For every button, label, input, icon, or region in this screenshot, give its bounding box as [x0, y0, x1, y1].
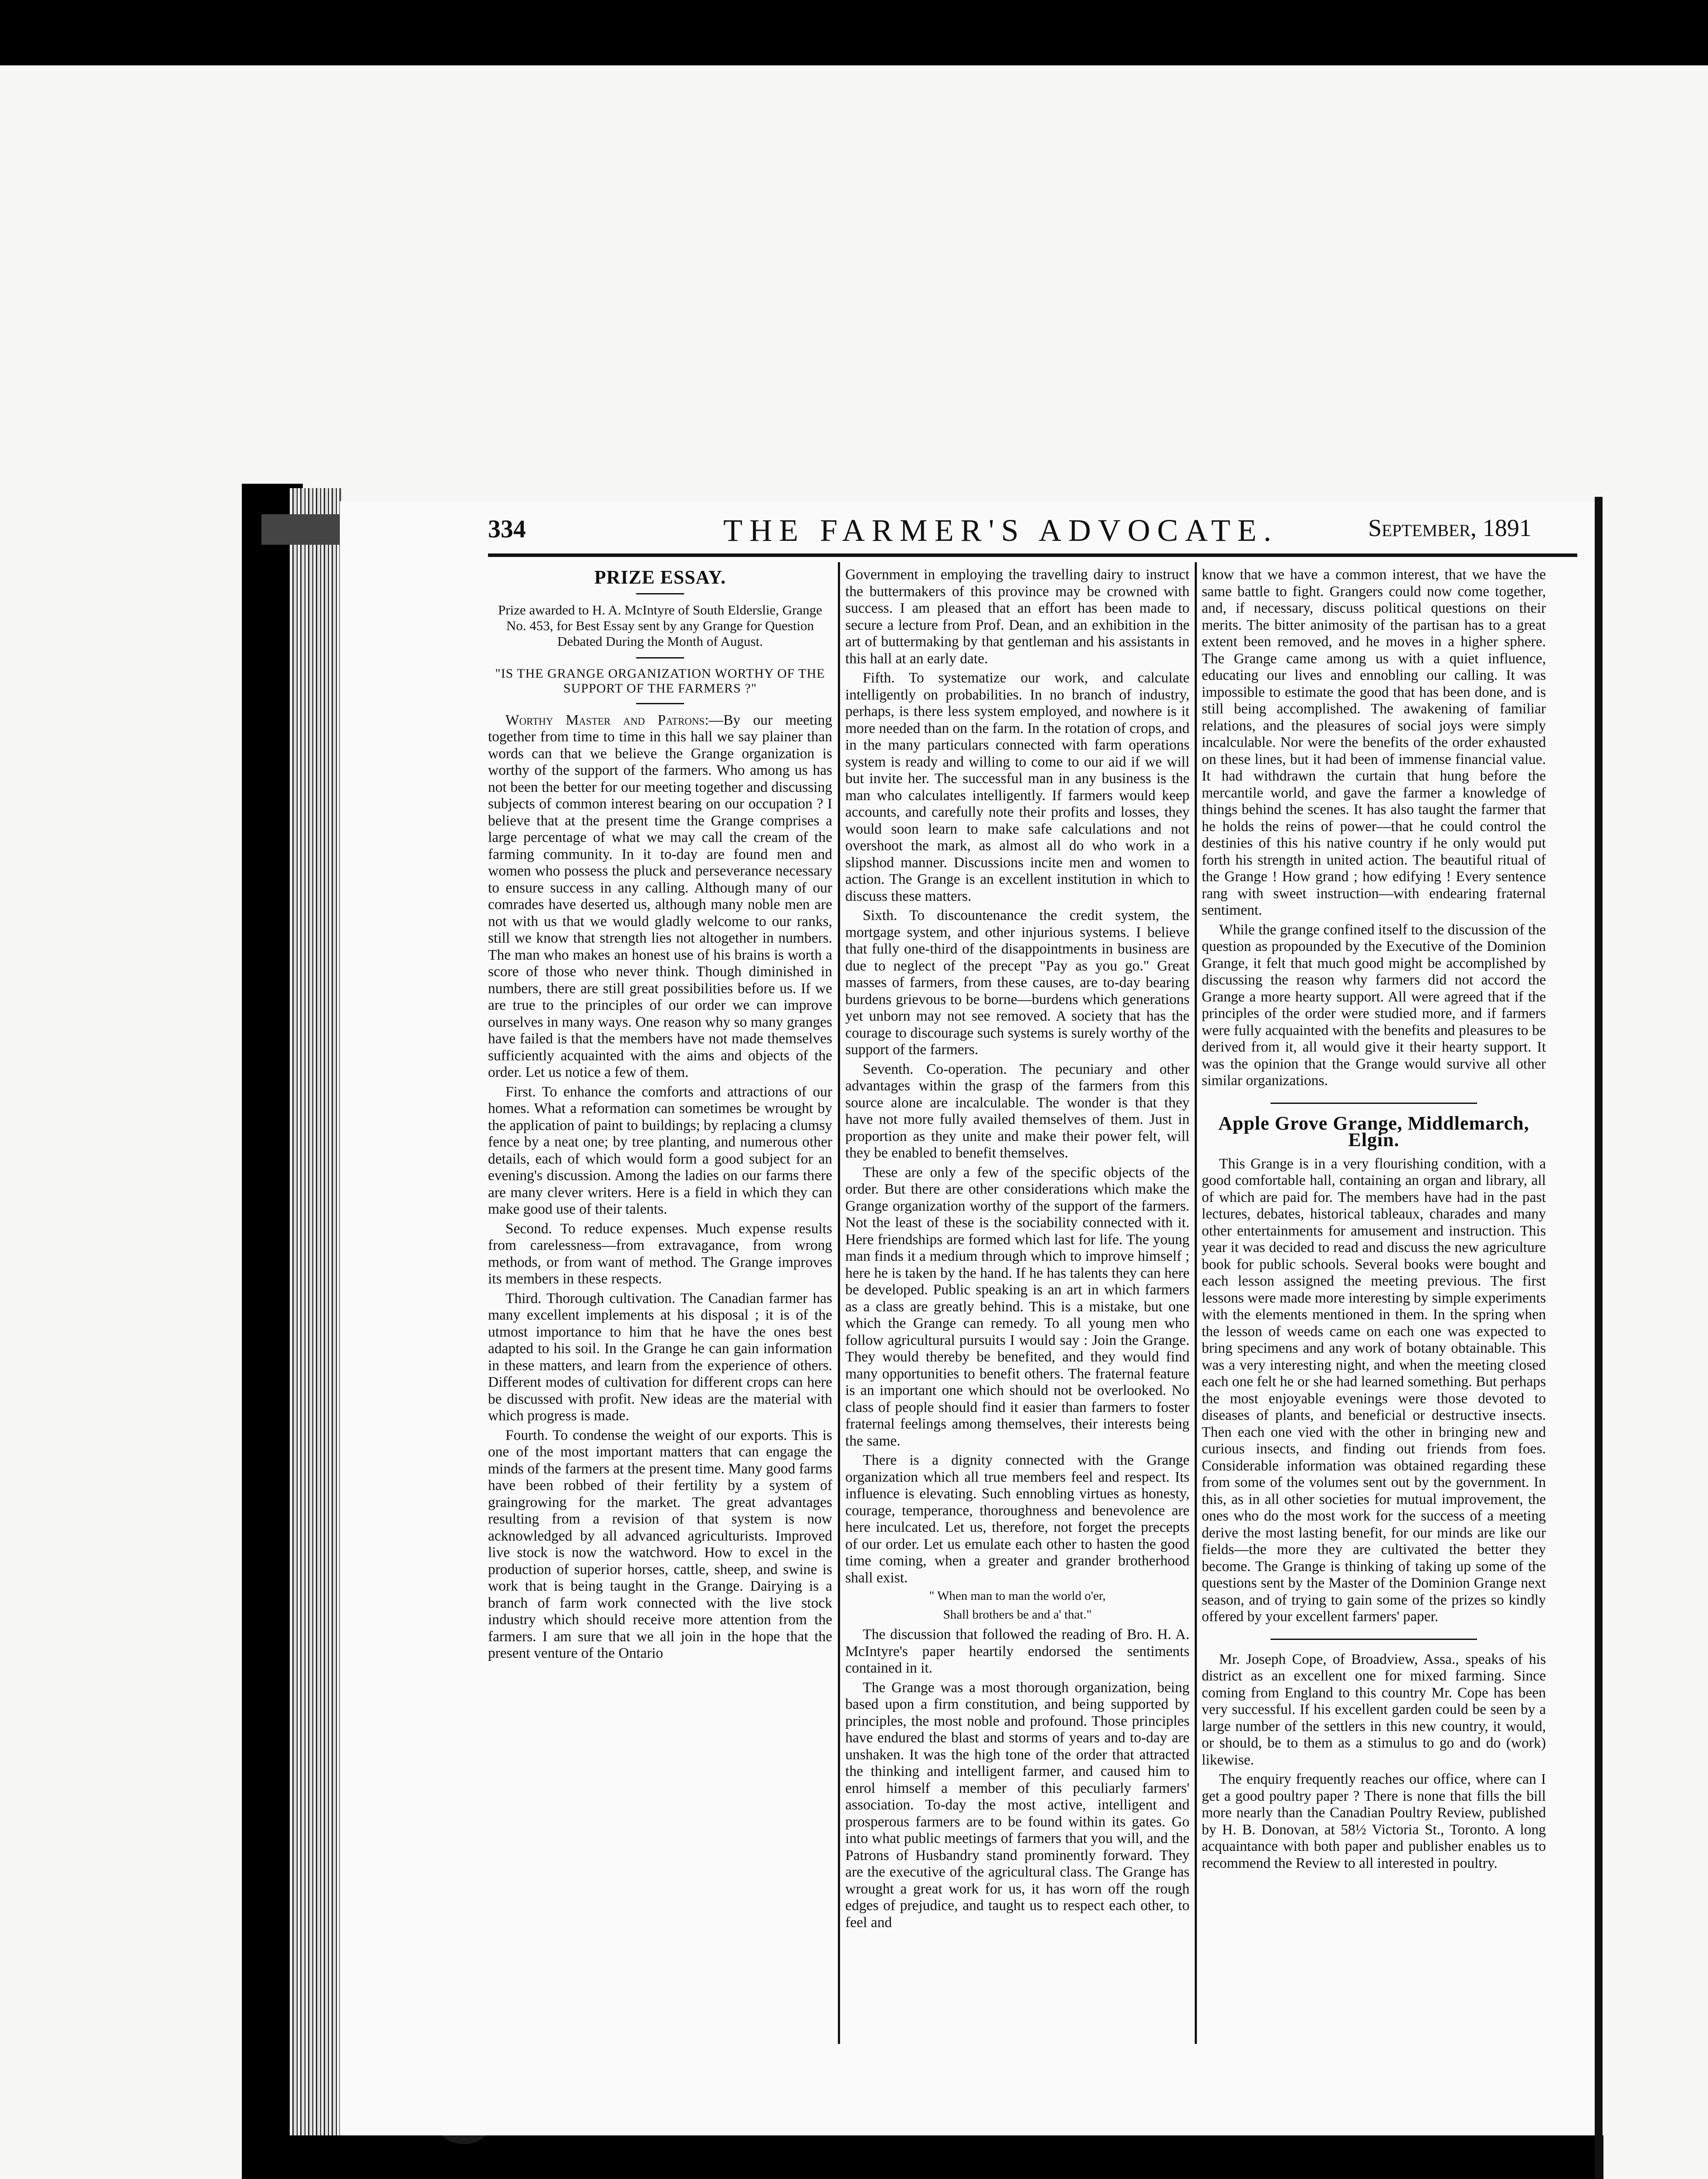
verse-line: Shall brothers be and a' that."	[943, 1608, 1092, 1622]
masthead-title: THE FARMER'S ADVOCATE.	[723, 513, 1278, 548]
subhead-rule	[636, 657, 684, 658]
article-paragraph: Mr. Joseph Cope, of Broadview, Assa., speaks of his district as an excellent one for mixed farming. Since coming from England to this country Mr. Cope has been very successful. If his excellent garden could be seen by a large number of the settlers in this new country, it would, or should, be to them as a stimulus to go and do (work) likewise.	[1202, 1651, 1546, 1768]
essay-paragraph: The discussion that followed the reading of Bro. H. A. McIntyre's paper heartily endorsed the sentiments contained in it.	[845, 1626, 1190, 1676]
verse-line: " When man to man the world o'er,	[929, 1589, 1106, 1603]
column-2	[845, 567, 1190, 1934]
column-3	[1202, 567, 1546, 1874]
column-1	[488, 567, 832, 1665]
column-rule-1	[838, 562, 840, 2044]
prize-essay-heading: PRIZE ESSAY.	[594, 567, 726, 588]
essay-paragraph: Government in employing the travelling dairy to instruct the buttermakers of this province may be crowned with success. I am pleased that an effort has been made to secure a lecture from Prof. Dean, and an exhibition in the art of buttermaking by that gentleman and his assistants in this hall at an early date.	[845, 567, 1190, 667]
page-right-edge	[1595, 497, 1603, 2179]
heading-rule	[636, 593, 684, 594]
essay-question: "IS THE GRANGE ORGANIZATION WORTHY OF THE SUPPORT OF THE FARMERS ?"	[495, 666, 825, 696]
essay-subhead: Prize awarded to H. A. McIntyre of South Elderslie, Grange No. 453, for Best Essay sent by any Grange for Question Debated During the Month of August.	[498, 602, 822, 649]
section-rule	[1271, 1103, 1477, 1104]
essay-paragraph	[488, 712, 832, 1081]
essay-paragraph: Sixth. To discountenance the credit system, the mortgage system, and other injurious systems. I believe that fully one-third of the disappointments in business are due to neglect of the precept "Pay as you go." Great masses of farmers, from these causes, are to-day bearing burdens grievous to be borne—burdens which generations yet unborn may not see removed. A society that has the courage to discourage such systems is surely worthy of the support of the farmers.	[845, 907, 1190, 1058]
section-rule	[1271, 1639, 1477, 1640]
page-edges	[290, 488, 342, 2179]
newspaper-page	[340, 501, 1595, 2135]
essay-paragraph-text: :—By our meeting together from time to time in this hall we say plainer than words can that we believe the Grange organization is worthy of the support of the farmers. Who among us has not been the better for our meeting together and discussing subjects of common interest bearing on our occupation ? I believe that at the present time the Grange comprises a large percentage of what we may call the cream of the farming community. In it to-day are found men and women who possess the pluck and perseverance necessary to ensure success in any calling. Although many of our comrades have deserted us, although many noble men are not with us that we would gladly welcome to our ranks, still we know that strength lies not altogether in numbers. The man who makes an honest use of his brains is worth a score of those who never think. Though diminished in numbers, there are still great possibilities before us. If we are true to the principles of our order we can improve ourselves in many ways. One reason why so many granges have failed is that the members have not made themselves sufficiently acquainted with the aims and objects of the order. Let us notice a few of them.	[488, 712, 833, 1080]
article-paragraph: This Grange is in a very flourishing condition, with a good comfortable hall, containing an organ and library, all of which are paid for. The members have had in the past lectures, debates, historical tableaux, charades and many other entertainments for amusement and instruction. This year it was decided to read and discuss the new agriculture book for public schools. Several books were bought and each lesson assigned the meeting previous. The first lessons were made more interesting by simple experiments with the elements mentioned in them. In the spring when the lesson of weeds came on each one was expected to bring specimens and any work of botany obtainable. This was a very interesting night, and when the meeting closed each one felt he or she had learned something. But perhaps the most enjoyable evenings were those devoted to diseases of plants, and beneficial or destructive insects. Then each one vied with the other in bringing new and curious insects, and finding out friends from foes. Considerable information was obtained regarding these from some of the volumes sent out by the government. In this, as in all other societies for mutual improvement, the ones who do the most work for the success of a meeting derive the most lasting benefit, for our minds are like our fields—the more they are cultivated the better they become. The Grange is thinking of taking up some of the questions sent by the Master of the Dominion Grange next season, and of trying to gain some of the prizes so kindly offered by your excellent farmers' paper.	[1202, 1155, 1546, 1625]
essay-paragraph: Third. Thorough cultivation. The Canadian farmer has many excellent implements at his disposal ; it is of the utmost importance to him that he have the ones best adapted to his soil. In the Grange he can gain information in these matters, and learn from the experience of others. Different modes of cultivation for different crops can here be discussed with profit. New ideas are the material with which progress is made.	[488, 1290, 832, 1424]
article-paragraph: The enquiry frequently reaches our office, where can I get a good poultry paper ? There is none that fills the bill more nearly than the Canadian Poultry Review, published by H. B. Donovan, at 58½ Victoria St., Toronto. A long acquaintance with both paper and publisher enables us to recommend the Review to all interested in poultry.	[1202, 1771, 1546, 1871]
essay-paragraph: Fifth. To systematize our work, and calculate intelligently on probabilities. In no branch of industry, perhaps, is there less system employed, and nowhere is it more needed than on the farm. In the rotation of crops, and in the many particulars connected with farm operations system is ready and willing to come to our aid if we will but invite her. The successful man in any business is the man who calculates intelligently. If farmers would keep accounts, and carefully note their profits and losses, they would soon learn to make safe calculations and not overshoot the mark, as almost all do who work in a slipshod manner. Discussions incite men and women to action. The Grange is an excellent institution in which to discuss these matters.	[845, 670, 1190, 904]
essay-paragraph: There is a dignity connected with the Grange organization which all true members feel and respect. Its influence is elevating. Such ennobling virtues as honesty, courage, temperance, thoroughness and benevolence are here inculcated. Let us, therefore, not forget the precepts of our order. Let us emulate each other to hasten the good time coming, when a greater and grander brotherhood shall exist.	[845, 1452, 1190, 1586]
essay-paragraph: know that we have a common interest, that we have the same battle to fight. Grangers could now come together, and, if necessary, discuss political questions on their merits. The bitter animosity of the partisan has to a great extent been removed, and he moves in a higher sphere. The Grange came among us with a quiet influence, educating our lives and ennobling our calling. It was impossible to estimate the good that has been done, and is still being accomplished. The awakening of familiar relations, and the pleasures of social joys were simply incalculable. Nor were the benefits of the order exhausted on these lines, but it had been of immense financial value. It had withdrawn the curtain that hung before the mercantile world, and gave the farmer a knowledge of things behind the scenes. It has also taught the farmer that he holds the reins of power—that he could control the destinies of this his native country if he only would put forth his strength in united action. The beautiful ritual of the Grange ! How grand ; how edifying ! Every sentence rang with sweet instruction—with endearing fraternal sentiment.	[1202, 567, 1546, 918]
essay-paragraph: First. To enhance the comforts and attractions of our homes. What a reformation can sometimes be wrought by the application of paint to buildings; by replacing a clumsy fence by a neat one; by tree planting, and numerous other details, each of which would form a good subject for an evening's discussion. Among the ladies on our farms there are many clever writers. Here is a field in which they can make good use of their talents.	[488, 1083, 832, 1217]
essay-paragraph: Second. To reduce expenses. Much expense results from carelessness—from extravagance, from wrong methods, or from want of method. The Grange improves its members in these respects.	[488, 1220, 832, 1287]
header-rule	[488, 553, 1577, 557]
essay-paragraph: While the grange confined itself to the discussion of the question as propounded by the Executive of the Dominion Grange, it felt that much good might be accomplished by discussing the reason why farmers did not accord the Grange a more hearty support. All were agreed that if the principles of the order were studied more, and if farmers were fully acquainted with the benefits and pleasures to be derived from it, all would give it their hearty support. It was the opinion that the Grange would survive all other similar organizations.	[1202, 921, 1546, 1089]
essay-paragraph: These are only a few of the specific objects of the order. But there are other considerations which make the Grange organization worthy of the support of the farmers. Not the least of these is the sociability connected with it. Here friendships are formed which last for life. The young man finds it a medium through which to improve himself ; here he is taken by the hand. If he has talents they can here be developed. Public speaking is an art in which farmers as a class are greatly behind. This is a mistake, but one which the Grange can remedy. To all young men who follow agricultural pursuits I would say : Join the Grange. They would thereby be benefited, and they would find many opportunities to benefit others. The fraternal feature is an important one which should not be overlooked. No class of people should find it easier than farmers to foster fraternal feelings among themselves, their interests being the same.	[845, 1164, 1190, 1449]
page-number: 334	[488, 515, 526, 543]
apple-grove-heading: Apple Grove Grange, Middlemarch, Elgin.	[1218, 1112, 1529, 1151]
page-header	[340, 501, 1595, 571]
salutation: Worthy Master and Patrons	[505, 712, 705, 728]
essay-paragraph: Fourth. To condense the weight of our exports. This is one of the most important matters that can engage the minds of the farmers at the present time. Many good farms have been robbed of their fertility by a system of graingrowing for the market. The great advantages resulting from a revision of that system is now acknowledged by all advanced agriculturists. Improved live stock is now the watchword. How to excel in the production of superior horses, cattle, sheep, and swine is work that is being taught in the Grange. Dairying is a branch of farm work connected with the live stock industry which should receive more attention from the farmers. I am sure that we all join in the hope that the present venture of the Ontario	[488, 1427, 832, 1661]
essay-paragraph: Seventh. Co-operation. The pecuniary and other advantages within the grasp of the farmers from this source alone are incalculable. The wonder is that they have not more fully availed themselves of them. Just in proportion as they unite and make their power felt, will they be enabled to benefit themselves.	[845, 1061, 1190, 1161]
issue-date: September, 1891	[1368, 515, 1532, 542]
question-rule	[636, 703, 684, 704]
column-rule-2	[1195, 562, 1197, 2044]
essay-paragraph: The Grange was a most thorough organization, being based upon a firm constitution, and being supported by principles, the most noble and profound. Those principles have endured the blast and storms of years and to-day are unshaken. It was the high tone of the order that attracted the thinking and intelligent farmer, and caused him to enrol himself a member of this peculiarly farmers' association. To-day the most active, intelligent and prosperous farmers are to be found within its gates. Go into what public meetings of farmers that you will, and the Patrons of Husbandry stand prominently forward. They are the executive of the agricultural class. The Grange has wrought a great work for us, it has worn off the rough edges of prejudice, and taught us to respect each other, to feel and	[845, 1679, 1190, 1931]
